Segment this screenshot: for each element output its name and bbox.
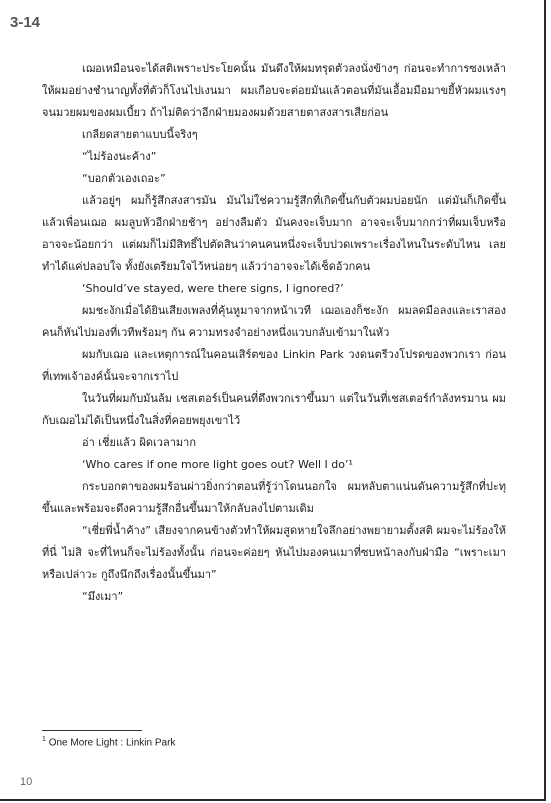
paragraph: เฌอเหมือนจะได้สติเพราะประโยคนั้น มันดึงให้ผมทรุดตัวลงนั่งข้างๆ ก่อนจะทำการซงเหล้าให้ผมอย่างชำนาญทั้งที่ตัวก็โงนไปเงนมา ผมเกือบจะต่อยมันแล้วตอนที่มันเอื้อมมือมาขยี้หัวผมแรงๆ จนมวยผมของผมเบี้ยว ถ้าไม่ติดว่าอีกฝ่ายมองผมด้วยสายตาสงสารเสียก่อน [42,62,506,119]
footnote-marker: 1 [42,736,46,743]
paragraph: ผมชะงักเมื่อได้ยินเสียงเพลงที่คุ้นหูมาจากหน้าเวที เฌอเองก็ชะงัก ผมลดมือลงและเราสองคนก็หันไปมองที่เวทีพร้อมๆ กัน ความทรงจำอย่างหนึ่งแวบกลับเข้ามาในหัว [42,304,506,339]
chapter-label: 3-14 [10,14,41,31]
body-text [42,58,506,608]
paragraph: “ไม่ร้องนะค้าง” [82,150,157,163]
paragraph: กระบอกตาของผมร้อนผ่าวยิ่งกว่าตอนที่รู้ว่าโดนนอกใจ ผมหลับตาแน่นดันความรู้สึกที่ปะทุขึ้นและพร้อมจะดึงความรู้สึกอื่นขึ้นมาให้กลับลงไปตามเดิม [42,480,506,515]
footnote-divider [42,730,142,731]
paragraph: ‘Who cares if one more light goes out? Well I do’¹ [82,458,353,471]
paragraph: ในวันที่ผมกับมันล้ม เชสเตอร์เป็นคนที่ดึงพวกเราขึ้นมา แต่ในวันที่เชสเตอร์กำลังทรมาน ผมกับเฌอไม่ได้เป็นหนึ่งในสิ่งที่คอยพยุงเขาไว้ [42,392,506,427]
paragraph: “บอกตัวเองเถอะ” [82,172,166,185]
paragraph: เกลียดสายตาแบบนี้จริงๆ [82,128,198,141]
paragraph: อ่า เชี่ยแล้ว ผิดเวลามาก [82,436,196,449]
paragraph: “เชี่ยพี่น้ำค้าง” เสียงจากคนข้างตัวทำให้ผมสูดหายใจลึกอย่างพยายามตั้งสติ ผมจะไม่ร้องให้ที่นี่ ไม่สิ จะที่ไหนก็จะไม่ร้องทั้งนั้น ก่อนจะค่อยๆ หันไปมองคนเมาที่ซบหน้าลงกับฝ่ามือ “เพราะเมาหรือเปล่าวะ กูถึงนึกถึงเรื่องนั้นขึ้นมา” [42,524,506,581]
page-number: 10 [20,776,33,788]
paragraph: ผมกับเฌอ และเหตุการณ์ในคอนเสิร์ตของ Linkin Park วงดนตรีวงโปรดของพวกเรา ก่อนที่เทพเจ้าองค์นั้นจะจากเราไป [42,348,506,383]
paragraph: “มึงเมา” [82,590,124,603]
paragraph: ‘Should’ve stayed, were there signs, I ignored?’ [82,282,344,295]
footnote [42,736,175,748]
paragraph: แล้วอยู่ๆ ผมก็รู้สึกสงสารมัน มันไม่ใช่ความรู้สึกที่เกิดขึ้นกับตัวผมบ่อยนัก แต่มันก็เกิดขึ้นแล้วเพื่อนเฌอ ผมลูบหัวอีกฝ่ายช้าๆ อย่างลืมตัว มันคงจะเจ็บมาก อาจจะเจ็บมากกว่าที่ผมเจ็บหรืออาจจะน้อยกว่า แต่ผมก็ไม่มีสิทธิ์ไปตัดสินว่าคนคนหนึ่งจะเจ็บปวดเพราะเรื่องไหนในระดับไหน เลยทำได้แค่ปลอบใจ ทั้งยังเตรียมใจไว้หน่อยๆ แล้วว่าอาจจะได้เช็ดอ้วกคน [42,194,506,273]
footnote-text: One More Light : Linkin Park [48,737,176,749]
